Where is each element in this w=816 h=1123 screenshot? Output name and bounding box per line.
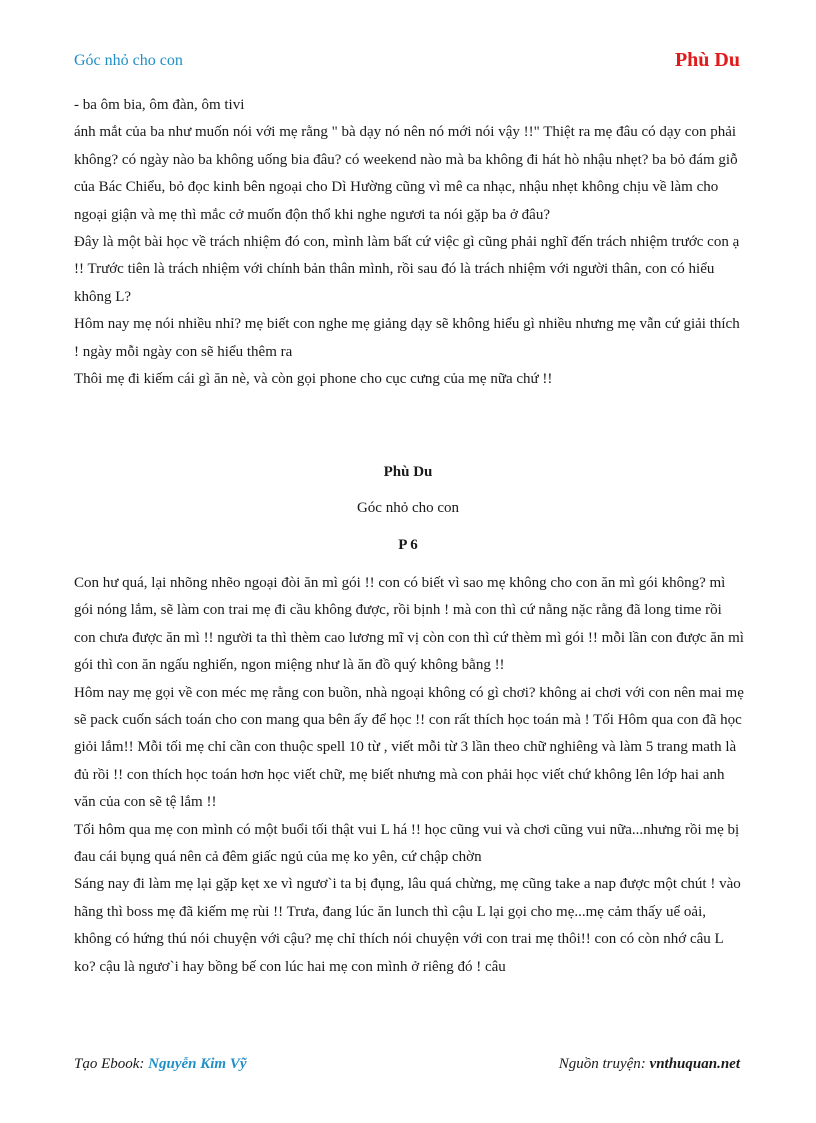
footer-ebook-creator: Nguyễn Kim Vỹ xyxy=(148,1056,247,1072)
chapter-part: P 6 xyxy=(398,537,418,553)
text-block-1 xyxy=(74,92,746,393)
paragraph: Tối hôm qua mẹ con mình có một buổi tối thật vui L há !! học cũng vui và chơi cũng vui nữa...nhưng rồi mẹ bị đau cái bụng quá nên cả đêm giấc ngủ của mẹ ko yên, cứ chập chờn xyxy=(74,821,740,866)
paragraph: Sáng nay đi làm mẹ lại gặp kẹt xe vì ngươ`i ta bị đụng, lâu quá chừng, mẹ cũng take a nap được một chút ! vào hãng thì boss mẹ đã kiếm mẹ rùi !! Trưa, đang lúc ăn lunch thì cậu L lại gọi cho mẹ...mẹ cảm thấy uể oải, không có hứng thú nói chuyện với cậu? mẹ chỉ thích nói chuyện với con trai mẹ thôi!! con có còn nhớ câu L ko? cậu là ngươ`i hay bồng bế con lúc hai mẹ con mình ở riêng đó ! câu xyxy=(74,876,741,975)
footer-ebook-credit: Tạo Ebook: Nguyễn Kim Vỹ xyxy=(74,1056,247,1072)
header-author: Phù Du xyxy=(674,49,740,71)
paragraph: Con hư quá, lại nhõng nhẽo ngoại đòi ăn mì gói !! con có biết vì sao mẹ không cho con ăn mì gói không? mì gói nóng lắm, sẽ làm con trai mẹ đi cầu không được, rồi bịnh ! mà con thì cứ nằng nặc rằng đã long time rồi con chưa được ăn mì !! người ta thì thèm cao lương mĩ vị còn con thì cứ thèm mì gói !! mỗi lần con được ăn mì gói thì con ăn ngấu nghiến, ngon miệng như là ăn đồ quý không bằng !! xyxy=(74,575,744,674)
header-series-title: Góc nhỏ cho con xyxy=(74,52,183,69)
paragraph: Đây là một bài học về trách nhiệm đó con, mình làm bất cứ việc gì cũng phải nghĩ đến trách nhiệm trước con ạ !! Trước tiên là trách nhiệm với chính bản thân mình, rồi sau đó là trách nhiệm với người thân, con có hiểu không L? xyxy=(74,234,740,305)
text-block-2 xyxy=(74,570,746,981)
paragraph: ánh mắt của ba như muốn nói với mẹ rằng " bà dạy nó nên nó mới nói vậy !!" Thiệt ra mẹ đâu có dạy con phải không? có ngày nào ba không uống bia đâu? có weekend nào mà ba không đi hát hò nhậu nhẹt? ba bỏ đám giỗ của Bác Chiểu, bỏ đọc kinh bên ngoại cho Dì Hường cũng vì mê ca nhạc, nhậu nhẹt không chịu về làm cho ngoại giận và mẹ thì mắc cở muốn độn thổ khi nghe ngươi ta nói gặp ba ở đâu? xyxy=(74,124,738,223)
paragraph: - ba ôm bia, ôm đàn, ôm tivi xyxy=(74,97,245,113)
footer-source-label: Nguồn truyện xyxy=(558,1056,641,1072)
chapter-series: Góc nhỏ cho con xyxy=(356,500,460,516)
footer-ebook-label: Tạo Ebook xyxy=(74,1056,140,1072)
paragraph: Hôm nay mẹ nói nhiều nhỉ? mẹ biết con nghe mẹ giảng dạy sẽ không hiểu gì nhiều nhưng mẹ vẫn cứ giải thích ! ngày mỗi ngày con sẽ hiểu thêm ra xyxy=(74,316,740,360)
paragraph: Thôi mẹ đi kiếm cái gì ăn nè, và còn gọi phone cho cục cưng của mẹ nữa chứ !! xyxy=(74,371,553,388)
paragraph: Hôm nay mẹ gọi về con méc mẹ rằng con buồn, nhà ngoại không có gì chơi? không ai chơi với con nên mai mẹ sẽ pack cuốn sách toán cho con mang qua bên ấy để học !! con rất thích học toán mà ! Tối Hôm qua con đã học giỏi lắm!! Mỗi tối mẹ chỉ cần con thuộc spell 10 từ , viết mỗi từ 3 lần theo chữ nghiêng và làm 5 trang math là đủ rồi !! con thích học toán hơn học viết chữ, mẹ biết nhưng mà con phải học viết chứ không lên lớp hai anh văn của con sẽ tệ lắm !! xyxy=(74,684,744,811)
chapter-author: Phù Du xyxy=(383,464,433,480)
footer-source-site[interactable]: vnthuquan.net xyxy=(649,1056,740,1072)
footer-source-credit: Nguồn truyện: vnthuquan.net xyxy=(558,1056,740,1072)
